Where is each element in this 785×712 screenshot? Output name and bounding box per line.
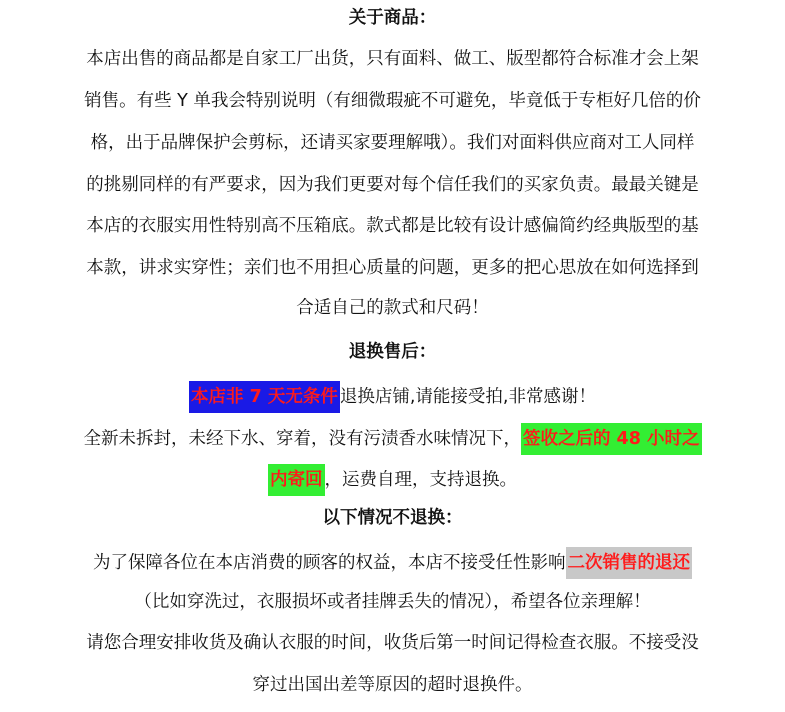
about-line-1: 本店出售的商品都是自家工厂出货，只有面料、做工、版型都符合标准才会上架 bbox=[86, 49, 699, 69]
return-within-highlight: 内寄回 bbox=[268, 464, 325, 496]
about-line-4: 的挑剔同样的有严要求，因为我们更要对每个信任我们的买家负责。最最关键是 bbox=[86, 175, 699, 195]
no-returns-heading: 以下情况不退换： bbox=[322, 508, 463, 528]
no-returns-line-4: 穿过出国出差等原因的超时退换件。 bbox=[252, 675, 533, 695]
no-returns-line-1-text: 为了保障各位在本店消费的顾客的权益，本店不接受任性影响 bbox=[93, 553, 566, 573]
no-returns-line-2: （比如穿洗过，衣服损坏或者挂牌丢失的情况），希望各位亲理解！ bbox=[134, 592, 651, 612]
returns-line-1 bbox=[0, 381, 785, 413]
48-hour-highlight: 签收之后的 48 小时之 bbox=[521, 423, 702, 455]
about-line-3: 格，出于品牌保护会剪标，还请买家要理解哦）。我们对面料供应商对工人同样 bbox=[90, 133, 695, 153]
about-line-6: 本款，讲求实穿性；亲们也不用担心质量的问题，更多的把心思放在如何选择到 bbox=[86, 258, 699, 278]
returns-line-3 bbox=[0, 464, 785, 496]
about-line-2: 销售。有些 Y 单我会特别说明（有细微瑕疵不可避免，毕竟低于专柜好几倍的价 bbox=[84, 91, 701, 111]
returns-line-2 bbox=[0, 423, 785, 455]
returns-heading: 退换售后： bbox=[348, 342, 437, 362]
returns-line-1-text: 退换店铺,请能接受拍,非常感谢！ bbox=[339, 387, 596, 407]
returns-line-3-text: ，运费自理，支持退换。 bbox=[324, 470, 517, 490]
no-returns-line-3: 请您合理安排收货及确认衣服的时间，收货后第一时间记得检查衣服。不接受没 bbox=[86, 633, 699, 653]
about-heading: 关于商品： bbox=[348, 8, 437, 28]
seven-day-highlight: 本店非 7 天无条件 bbox=[189, 381, 340, 413]
about-line-5: 本店的衣服实用性特别高不压箱底。款式都是比较有设计感偏简约经典版型的基 bbox=[86, 216, 699, 236]
about-line-7: 合适自己的款式和尺码！ bbox=[296, 298, 489, 318]
returns-line-2-text: 全新未拆封，未经下水、穿着，没有污渍香水味情况下， bbox=[83, 429, 521, 449]
second-sale-highlight: 二次销售的退还 bbox=[566, 547, 693, 579]
no-returns-line-1 bbox=[0, 547, 785, 579]
